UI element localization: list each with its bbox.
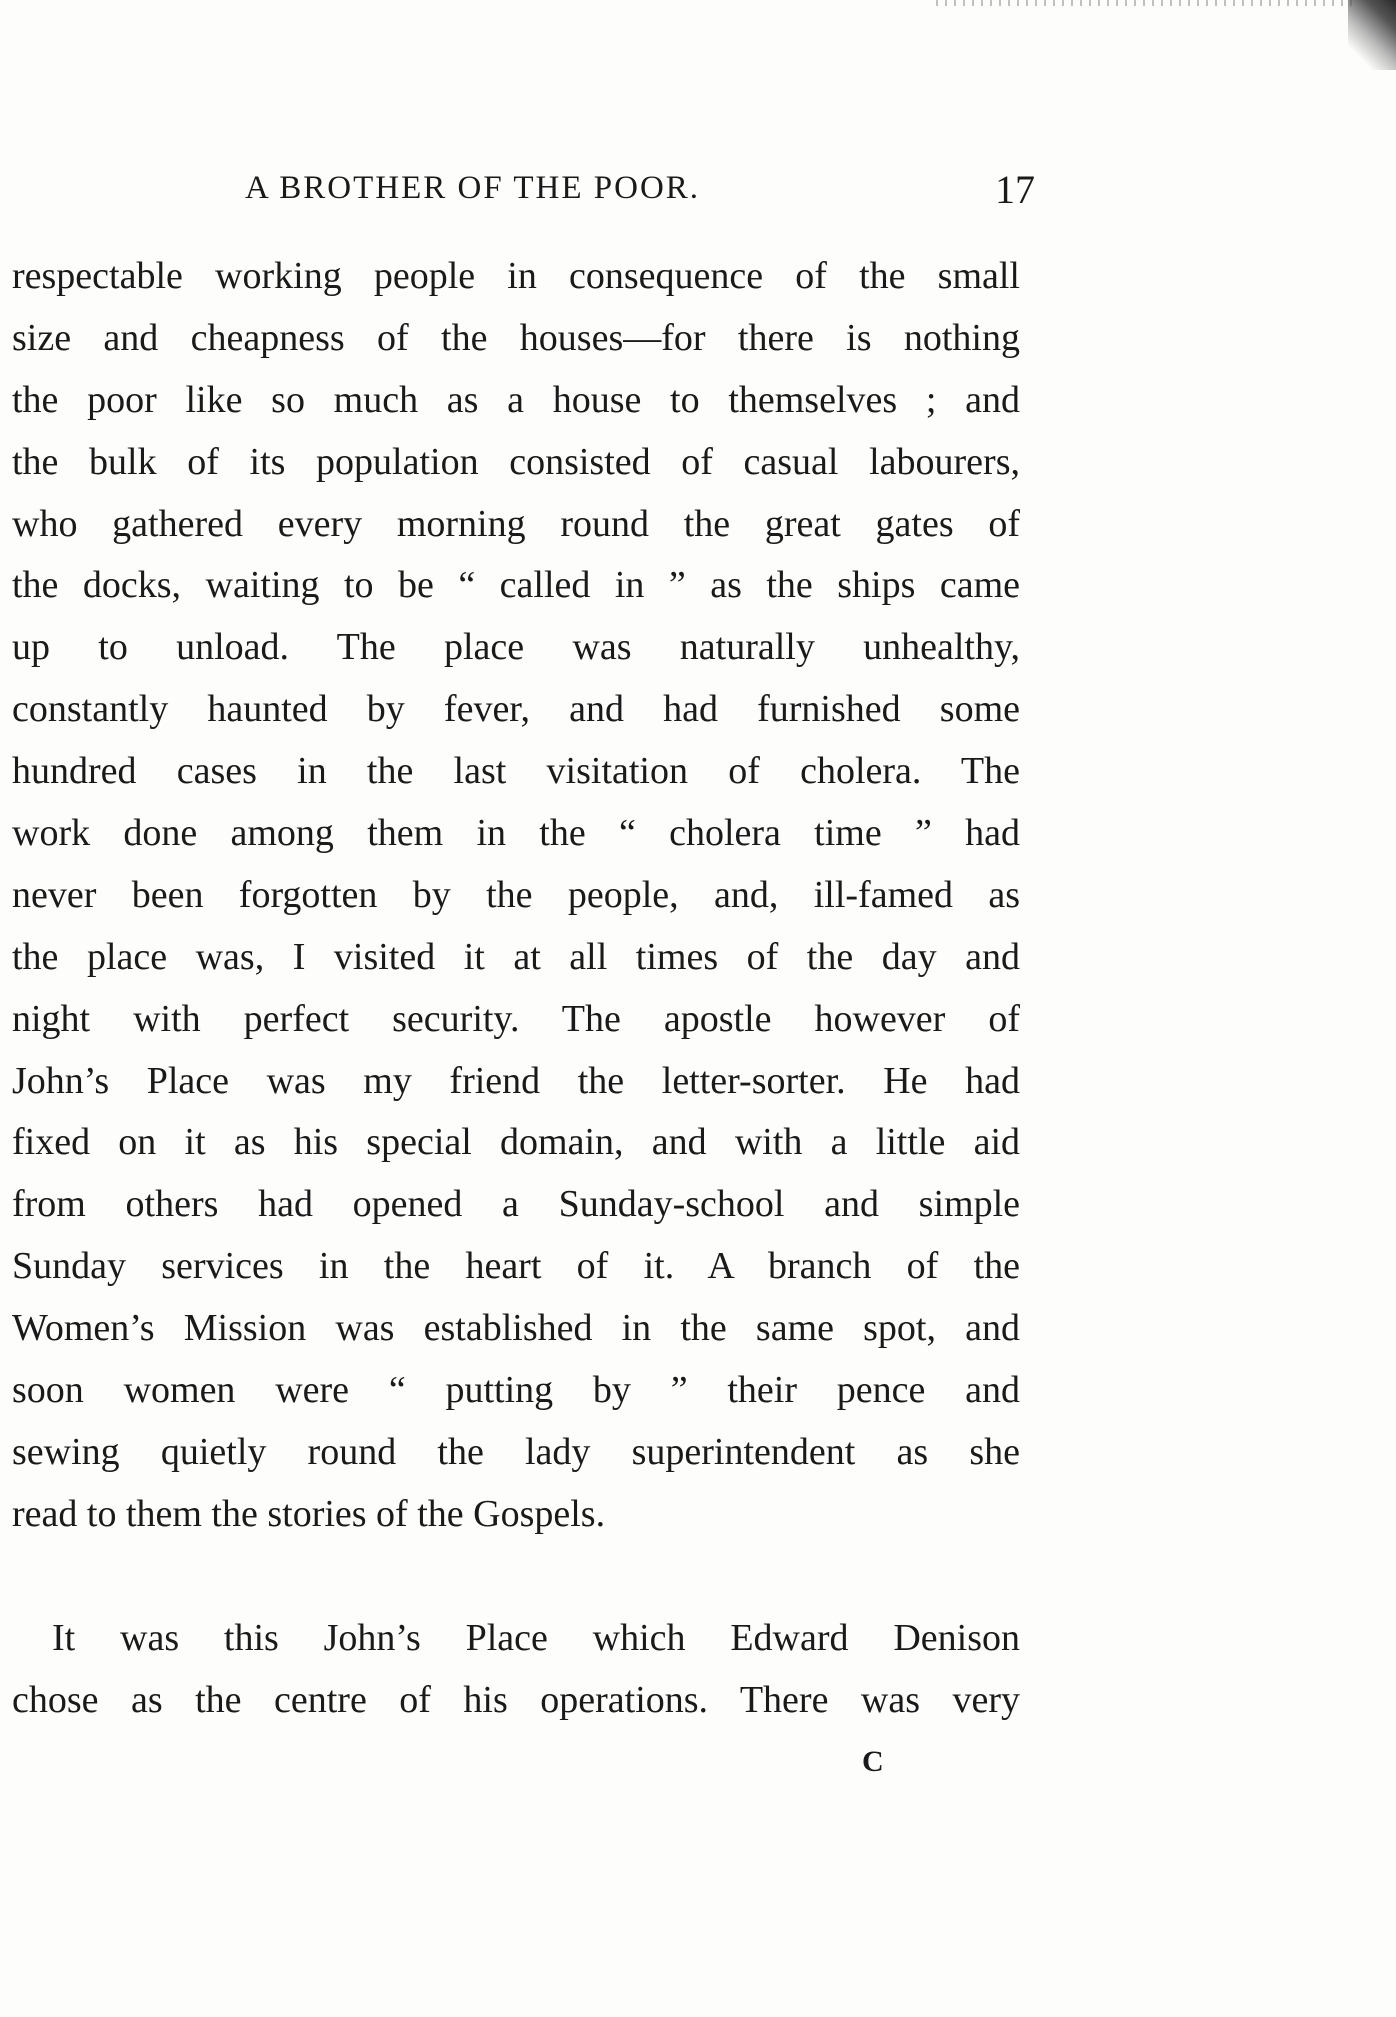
text-line: It was this John’s Place which Edward Denison <box>52 1617 1020 1659</box>
paragraph-one <box>12 246 1020 1546</box>
text-line: read to them the stories of the Gospels. <box>12 1492 606 1535</box>
text-line: constantly haunted by fever, and had furnished some <box>12 688 1020 731</box>
scan-noise <box>936 0 1356 6</box>
text-line: hundred cases in the last visitation of cholera. The <box>12 750 1020 793</box>
running-title: A BROTHER OF THE POOR. <box>245 170 701 206</box>
signature-mark: C <box>862 1745 884 1778</box>
text-line: sewing quietly round the lady superintendent as she <box>12 1430 1020 1473</box>
text-line: Women’s Mission was established in the same spot, and <box>12 1307 1020 1350</box>
text-line: up to unload. The place was naturally unhealthy, <box>12 626 1020 669</box>
text-line: who gathered every morning round the great gates of <box>12 502 1020 545</box>
text-line: John’s Place was my friend the letter-sorter. He had <box>12 1059 1020 1102</box>
text-line: fixed on it as his special domain, and with a little aid <box>12 1121 1020 1164</box>
scan-smudge <box>1348 0 1396 70</box>
text-line: never been forgotten by the people, and, ill-famed as <box>12 873 1020 916</box>
text-line: night with perfect security. The apostle however of <box>12 997 1020 1040</box>
text-line: from others had opened a Sunday-school and simple <box>12 1183 1020 1226</box>
text-line: the place was, I visited it at all times of the day and <box>12 935 1020 978</box>
text-line: chose as the centre of his operations. There was very <box>12 1678 1020 1721</box>
page-number: 17 <box>995 167 1035 212</box>
text-line: size and cheapness of the houses—for there is nothing <box>12 316 1020 359</box>
text-line: respectable working people in consequence of the small <box>12 255 1020 297</box>
text-line: the bulk of its population consisted of casual labourers, <box>12 440 1020 483</box>
paragraph-two <box>12 1608 1020 1732</box>
text-line: Sunday services in the heart of it. A branch of the <box>12 1245 1020 1288</box>
text-line: soon women were “ putting by ” their pence and <box>12 1369 1020 1412</box>
text-line: the poor like so much as a house to themselves ; and <box>12 378 1020 421</box>
running-header <box>245 166 1035 216</box>
text-line: work done among them in the “ cholera time ” had <box>12 812 1020 855</box>
text-line: the docks, waiting to be “ called in ” as the ships came <box>12 564 1020 607</box>
